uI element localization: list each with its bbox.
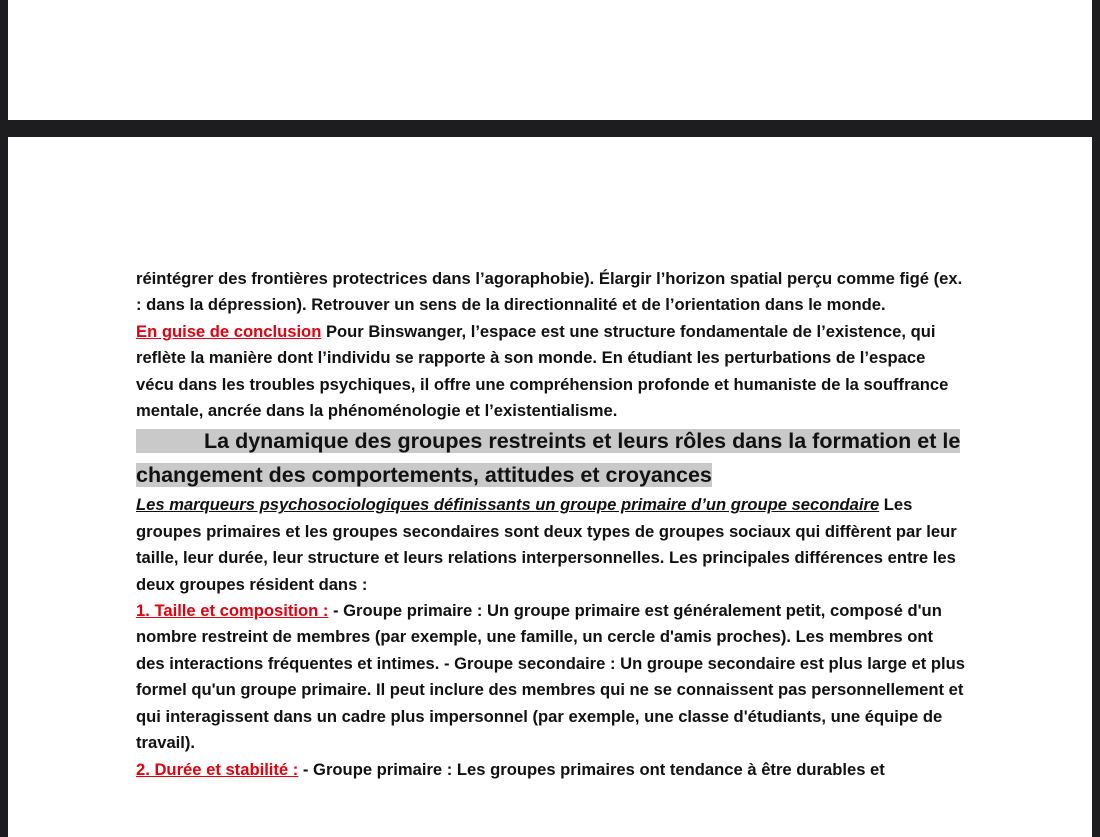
document-page	[8, 137, 1092, 837]
markers-text: Les groupes primaires et les groupes secondaires sont deux types de groupes sociaux qui diffèrent par leur taille, leur durée, leur structure et leurs relations interpersonnelles. Les principales différences entre les deux groupes résident dans :	[136, 495, 957, 594]
section2-text: - Groupe primaire : Les groupes primaires ont tendance à être durables et	[298, 759, 885, 779]
paragraph-conclusion	[136, 319, 966, 425]
paragraph-spatial: réintégrer des frontières protectrices dans l’agoraphobie). Élargir l’horizon spatial perçu comme figé (ex. : dans la dépression). Retrouver un sens de la directionnalité et de l’orientation dans le monde.	[136, 269, 963, 315]
conclusion-text: Pour Binswanger, l’espace est une structure fondamentale de l’existence, qui reflète la manière dont l’individu se rapporte à son monde. En étudiant les perturbations de l’espace vécu dans les troubles psychiques, il offre une compréhension profonde et humaniste de la souffrance mentale, ancrée dans la phénoménologie et l’existentialisme.	[136, 321, 949, 421]
section1-text: - Groupe primaire : Un groupe primaire est généralement petit, composé d'un nombre restreint de membres (par exemple, une famille, un cercle d'amis proches). Les membres ont des interactions fréquentes et intimes. - Groupe secondaire : Un groupe secondaire est plus large et plus formel qu'un groupe primaire. Il peut inclure des membres qui ne se connaissent pas personnellement et qui interagissent dans un cadre plus impersonnel (par exemple, une classe d'étudiants, une équipe de travail).	[136, 601, 965, 753]
paragraph-size-composition	[136, 598, 966, 756]
section-heading-text: La dynamique des groupes restreints et leurs rôles dans la formation et le changement des comportements, attitudes et croyances	[136, 429, 961, 488]
markers-label: Les marqueurs psychosociologiques définissants un groupe primaire d’un groupe secondaire	[136, 495, 880, 515]
page-content	[136, 266, 966, 783]
previous-page	[8, 0, 1092, 120]
paragraph-duration-stability	[136, 757, 966, 783]
paragraph-markers	[136, 492, 966, 598]
section2-label: 2. Durée et stabilité :	[136, 759, 299, 779]
conclusion-label: En guise de conclusion	[136, 321, 322, 341]
section-heading	[136, 424, 966, 492]
section1-label: 1. Taille et composition :	[136, 601, 329, 621]
